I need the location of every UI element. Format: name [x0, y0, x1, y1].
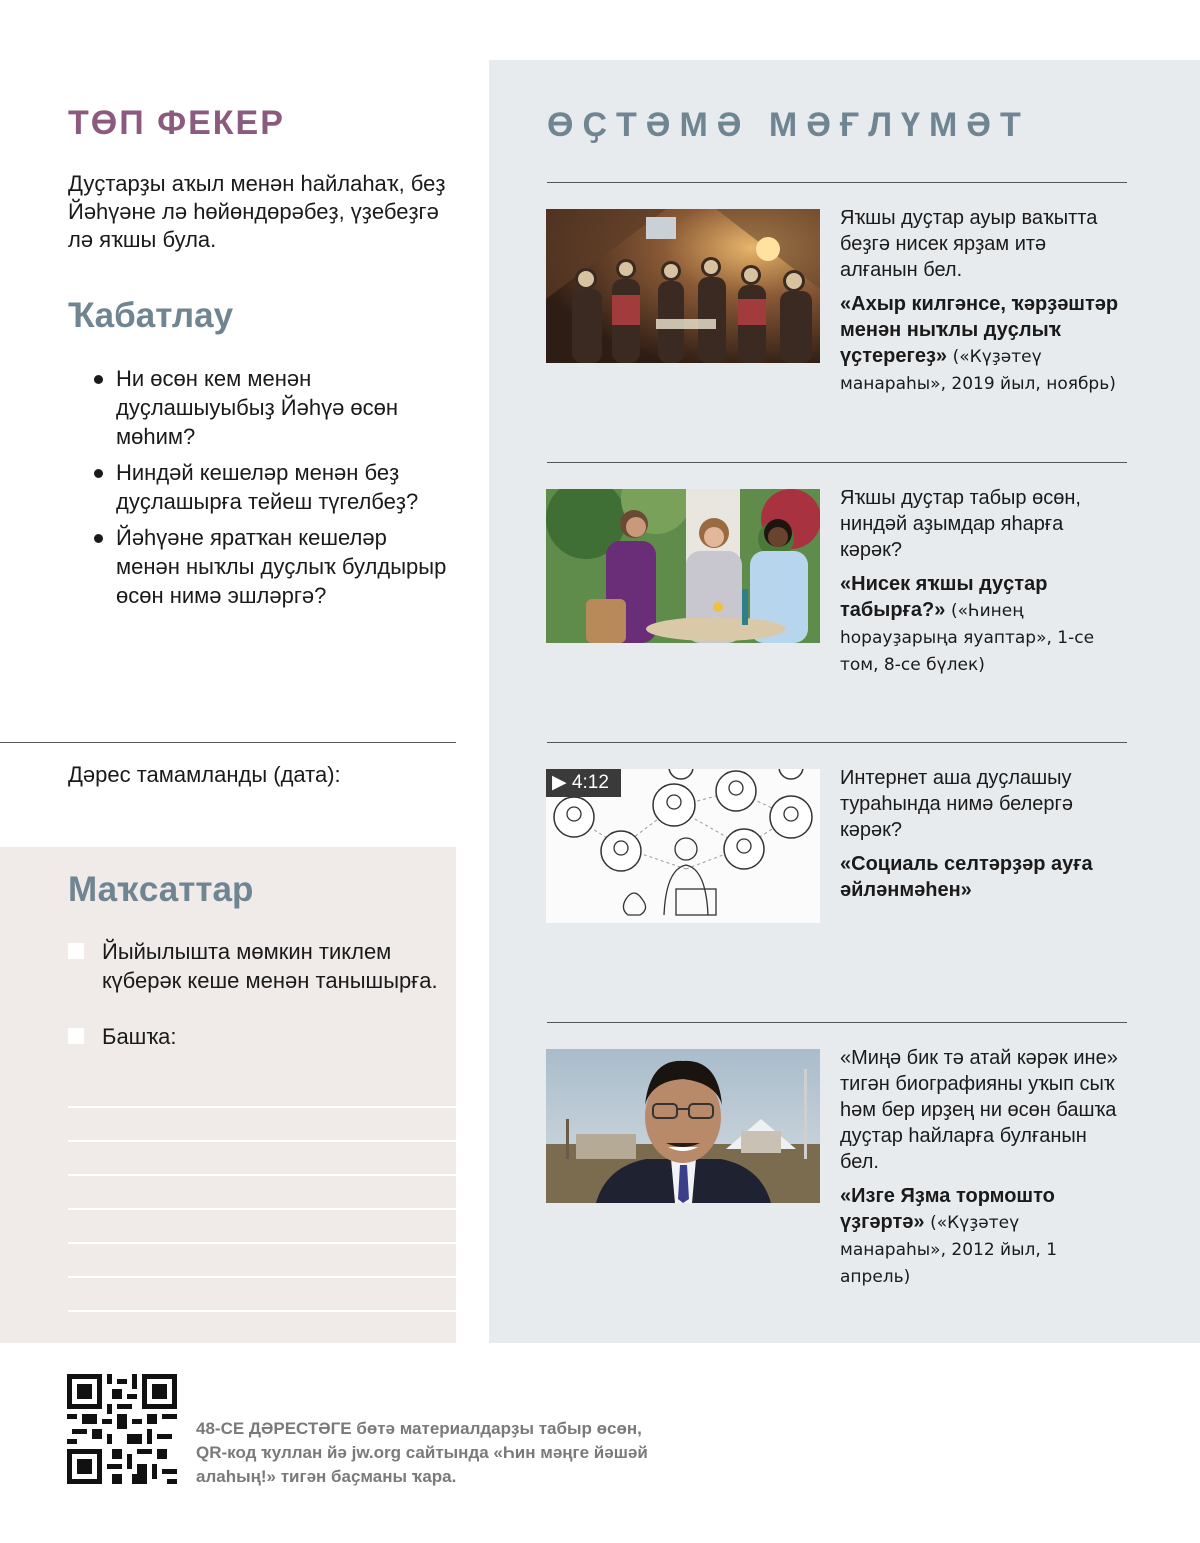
smiling-man-portrait-photo[interactable] — [546, 1049, 820, 1203]
resource-citation — [840, 291, 1125, 397]
resource-text — [840, 485, 1125, 678]
resource-citation — [840, 571, 1125, 678]
resource-source: («Һинең һорауҙарыңа яуаптар», 1-се том, 8-се бүлек) — [840, 601, 1095, 675]
goals-list — [68, 937, 438, 1078]
resource-title-link[interactable]: «Изге Яҙма тормошто үҙгәртә» — [840, 1185, 1055, 1233]
write-line[interactable] — [68, 1276, 456, 1278]
resource-title-link[interactable]: «Социаль селтәрҙәр ауға әйләнмәһен» — [840, 853, 1093, 901]
resource-citation — [840, 851, 1125, 903]
review-question: Ни өсөн кем менән дуҫлашыуыбыҙ Йәһүә өсөн мөһим? — [92, 364, 452, 451]
video-duration-badge — [546, 769, 621, 797]
goals-heading: Маҡсаттар — [68, 870, 254, 909]
resource-description: Яҡшы дуҫтар табыр өсөн, ниндәй аҙымдар яһарға кәрәк? — [840, 487, 1081, 561]
main-point-title: ТӨП ФЕКЕР — [68, 104, 285, 142]
write-line[interactable] — [68, 1310, 456, 1312]
goal-text: Йыйылышта мөмкин тиклем күберәк кеше менән танышырға. — [102, 939, 438, 993]
congregation-attic-photo[interactable] — [546, 209, 820, 363]
review-heading: Ҡабатлау — [68, 296, 234, 335]
goal-item — [68, 937, 438, 995]
video-duration: 4:12 — [571, 772, 609, 793]
social-network-video-thumbnail[interactable] — [546, 769, 820, 923]
resource-text — [840, 1045, 1125, 1290]
three-women-cafe-photo[interactable] — [546, 489, 820, 643]
resource-text — [840, 765, 1125, 903]
write-line[interactable] — [68, 1106, 456, 1108]
goal-item — [68, 1022, 438, 1051]
play-icon: ▶ — [552, 772, 567, 793]
additional-info-title: ӨҪТӘМӘ МӘҒЛҮМӘТ — [547, 106, 1030, 144]
resource-description: Интернет аша дуҫлашыу тураһында нимә белергә кәрәк? — [840, 767, 1073, 841]
goal-checkbox[interactable] — [68, 1028, 84, 1044]
write-line[interactable] — [68, 1140, 456, 1142]
resource-description: Яҡшы дуҫтар ауыр ваҡытта беҙгә нисек ярҙам итә алғанын бел. — [840, 207, 1098, 281]
goal-checkbox[interactable] — [68, 943, 84, 959]
lesson-completed-label: Дәрес тамамланды (дата): — [68, 762, 341, 787]
resource-source: («Күҙәтеү манараһы», 2012 йыл, 1 апрель) — [840, 1213, 1058, 1287]
divider — [0, 742, 456, 743]
resource-description: «Миңә бик тә атай кәрәк ине» тигән биографияны уҡып сыҡ һәм бер ирҙең ни өсөн башҡа дуҫтар һайларға булғанын бел. — [840, 1047, 1118, 1173]
resource-title-link[interactable]: «Нисек яҡшы дуҫтар табырға?» — [840, 573, 1048, 621]
divider — [547, 182, 1127, 183]
write-line[interactable] — [68, 1208, 456, 1210]
review-question: Ниндәй кешеләр менән беҙ дуҫлашырға тейеш түгелбеҙ? — [92, 458, 452, 516]
write-line[interactable] — [68, 1174, 456, 1176]
review-questions — [92, 364, 452, 617]
divider — [547, 742, 1127, 743]
resource-citation — [840, 1183, 1125, 1290]
resource-source: («Күҙәтеү манараһы», 2019 йыл, ноябрь) — [840, 347, 1116, 394]
goal-text: Башҡа: — [102, 1024, 177, 1049]
review-question: Йәһүәне яратҡан кешеләр менән ныҡлы дуҫлыҡ булдырыр өсөн нимә эшләргә? — [92, 523, 452, 610]
write-line[interactable] — [68, 1242, 456, 1244]
main-point-text: Дуҫтарҙы аҡыл менән һайлаһаҡ, беҙ Йәһүәне лә һөйөндөрәбеҙ, үҙебеҙгә лә яҡшы була. — [68, 171, 446, 252]
resource-title-link[interactable]: «Ахыр килгәнсе, ҡәрҙәштәр менән ныҡлы дуҫлыҡ үҫтерегеҙ» — [840, 293, 1119, 367]
resource-text — [840, 205, 1125, 397]
divider — [547, 462, 1127, 463]
qr-code-icon[interactable] — [67, 1374, 177, 1484]
goals-panel — [0, 847, 456, 1343]
footer-text: 48-СЕ ДӘРЕСТӘГЕ бөтә материалдарҙы табыр өсөн, QR-код ҡуллан йә jw.org сайтында «Һин мәңге йәшәй алаһың!» тигән баҫманы ҡара. — [196, 1419, 648, 1486]
divider — [547, 1022, 1127, 1023]
